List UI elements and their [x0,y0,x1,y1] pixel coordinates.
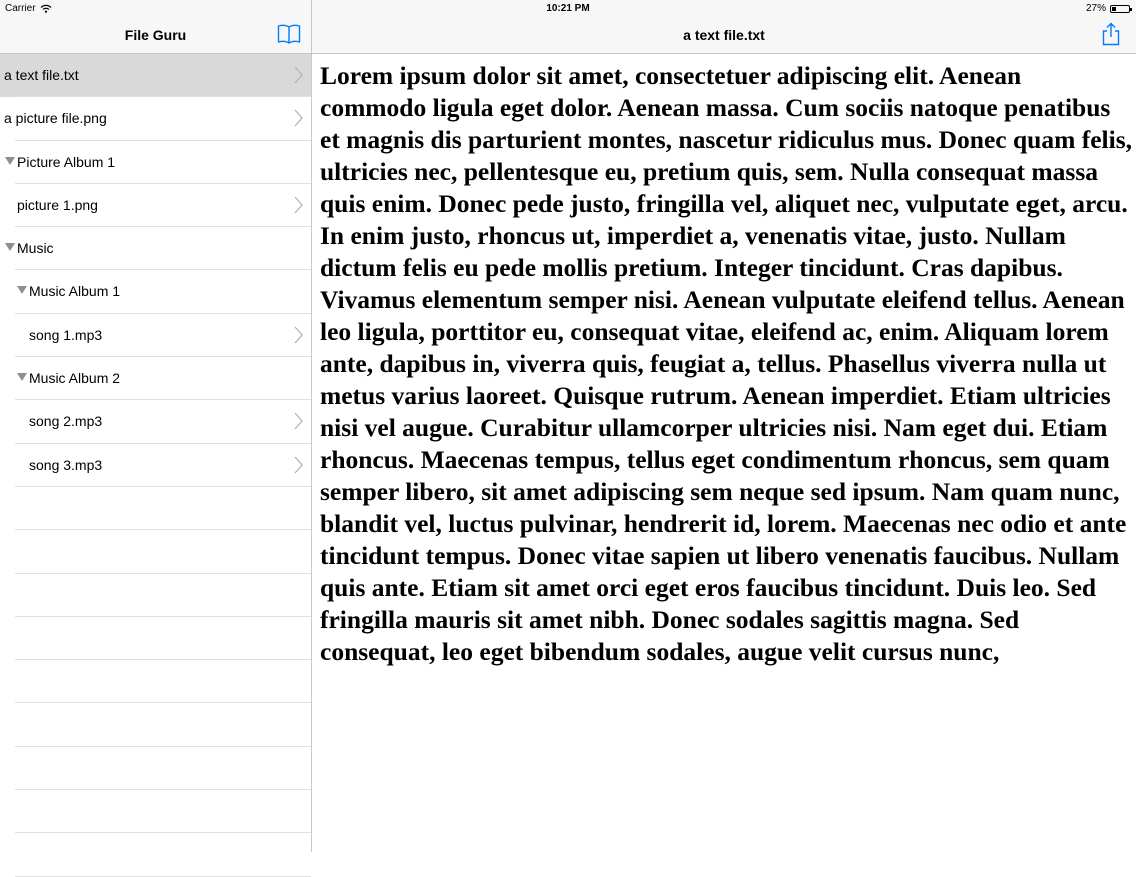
row-label: Music Album 2 [29,370,121,387]
folder-row[interactable] [0,141,311,184]
folder-row[interactable] [0,270,311,313]
empty-row [0,530,311,573]
row-label: picture 1.png [17,196,98,213]
file-row[interactable] [0,184,311,227]
file-row[interactable] [0,314,311,357]
chevron-right-icon [294,412,303,430]
file-list [0,54,311,877]
empty-row [0,574,311,617]
detail-title: a text file.txt [683,27,765,43]
row-separator [15,876,311,877]
battery-level [1112,7,1116,11]
chevron-right-icon [294,456,303,474]
detail-pane [312,0,1136,852]
empty-row [0,703,311,746]
chevron-right-icon [294,196,303,214]
empty-row [0,833,311,876]
disclosure-triangle-icon[interactable] [5,243,15,251]
chevron-right-icon [294,66,303,84]
empty-row [0,487,311,530]
row-label: song 3.mp3 [29,456,103,473]
wifi-icon [40,4,52,13]
disclosure-triangle-icon[interactable] [17,373,27,381]
row-label: Music Album 1 [29,283,121,300]
battery-percent: 27% [1085,3,1106,14]
empty-row [0,617,311,660]
file-row[interactable] [0,400,311,443]
row-label: Music [17,240,54,257]
status-bar [0,0,1136,17]
sidebar-title: File Guru [124,27,187,43]
chevron-right-icon [294,109,303,127]
disclosure-triangle-icon[interactable] [5,157,15,165]
row-label: Picture Album 1 [17,153,116,170]
battery-icon [1110,5,1130,13]
empty-row [0,747,311,790]
disclosure-triangle-icon[interactable] [17,286,27,294]
folder-row[interactable] [0,227,311,270]
file-content: Lorem ipsum dolor sit amet, consectetuer adipiscing elit. Aenean commodo ligula eget dolor. Aenean massa. Cum sociis natoque penatibus et magnis dis parturient montes, nascetur ridiculus mus. Donec quam felis, ultricies nec, pellentesque eu, pretium quis, sem. Nulla consequat massa quis enim. Donec pede justo, fringilla vel, aliquet nec, vulputate eget, arcu. In enim justo, rhoncus ut, imperdiet a, venenatis vitae, justo. Nullam dictum felis eu pede mollis pretium. Integer tincidunt. Cras dapibus. Vivamus elementum semper nisi. Aenean vulputate eleifend tellus. Aenean leo ligula, porttitor eu, consequat vitae, eleifend ac, enim. Aliquam lorem ante, dapibus in, viverra quis, feugiat a, tellus. Phasellus viverra nulla ut metus varius laoreet. Quisque rutrum. Aenean imperdiet. Etiam ultricies nisi vel augue. Curabitur ullamcorper ultricies nisi. Nam eget dui. Etiam rhoncus. Maecenas tempus, tellus eget condimentum rhoncus, sem quam semper libero, sit amet adipiscing sem neque sed ipsum. Nam quam nunc, blandit vel, luctus pulvinar, hendrerit id, lorem. Maecenas nec odio et ante tincidunt tempus. Donec vitae sapien ut libero venenatis faucibus. Nullam quis ante. Etiam sit amet orci eget eros faucibus tincidunt. Duis leo. Sed fringilla mauris sit amet nibh. Donec sodales sagittis magna. Sed consequat, leo eget bibendum sodales, augue velit cursus nunc, [320,61,1133,666]
carrier-label: Carrier [5,3,36,14]
status-time: 10:21 PM [546,3,590,14]
empty-row [0,790,311,833]
status-right [1086,3,1130,14]
chevron-right-icon [294,326,303,344]
file-row[interactable] [0,444,311,487]
file-row[interactable] [0,97,311,140]
sidebar [0,0,312,852]
book-icon[interactable] [277,24,301,44]
row-label: song 2.mp3 [29,413,103,430]
status-left [5,3,52,14]
row-label: song 1.mp3 [29,326,103,343]
file-row[interactable] [0,54,311,97]
share-icon[interactable] [1101,22,1121,46]
row-label: a picture file.png [4,110,107,127]
empty-row [0,660,311,703]
row-label: a text file.txt [4,67,79,83]
folder-row[interactable] [0,357,311,400]
